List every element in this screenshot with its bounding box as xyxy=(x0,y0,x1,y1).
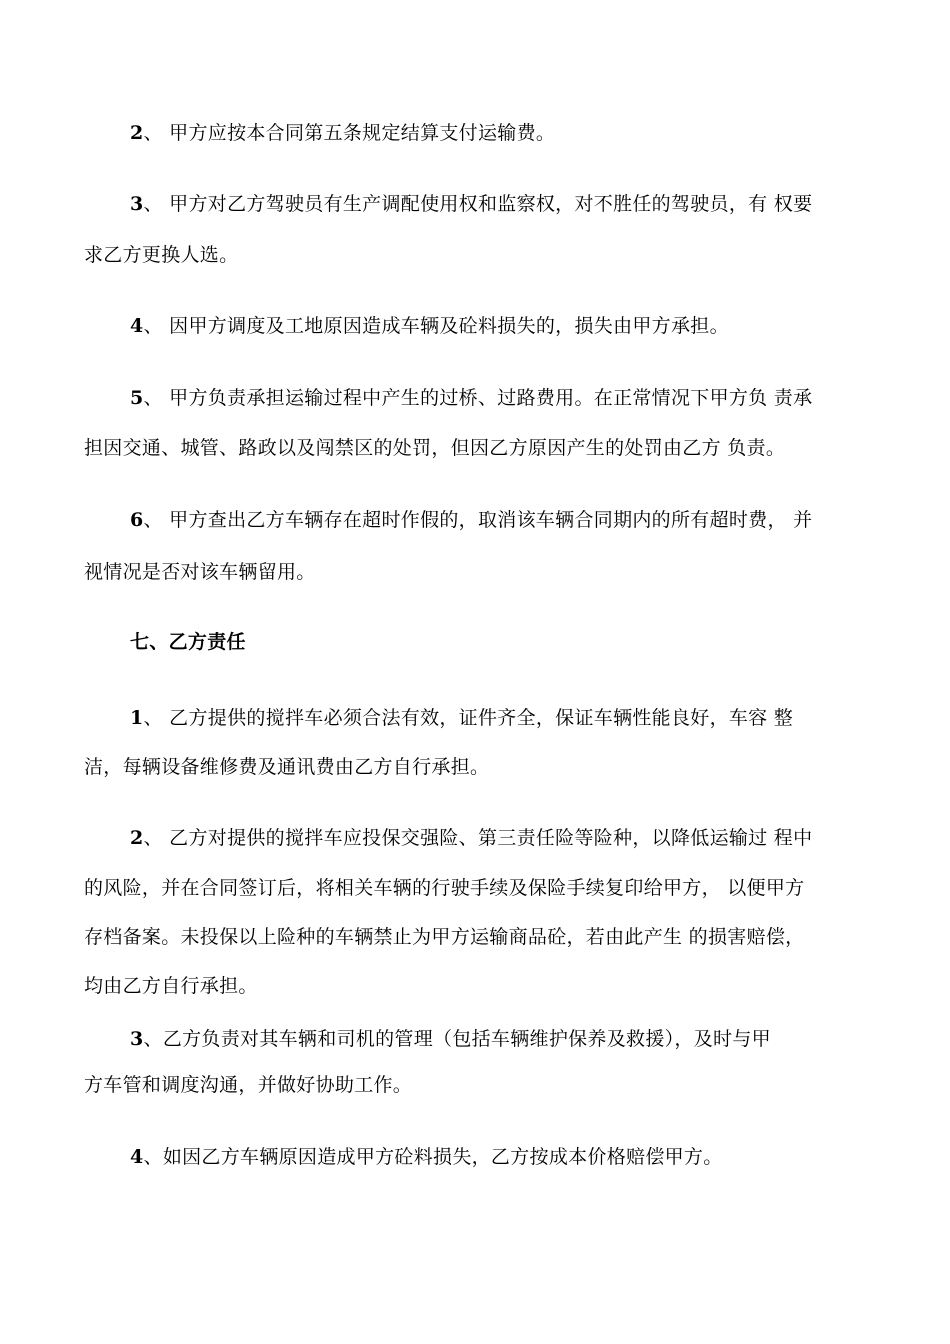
clause-number: 4 xyxy=(130,315,144,337)
clause-a3 xyxy=(130,192,812,216)
clause-text: 、 因甲方调度及工地原因造成车辆及砼料损失的，损失由甲方承担。 xyxy=(143,315,729,337)
clause-text: 、如因乙方车辆原因造成甲方砼料损失，乙方按成本价格赔偿甲方。 xyxy=(143,1146,723,1168)
clause-text: 、 乙方对提供的搅拌车应投保交强险、第三责任险等险种，以降低运输过 程中 xyxy=(143,827,813,849)
clause-a6-cont xyxy=(84,560,316,584)
clause-b4 xyxy=(130,1145,723,1169)
clause-text: 担因交通、城管、路政以及闯禁区的处罚，但因乙方原因产生的处罚由乙方 负责。 xyxy=(84,437,786,459)
clause-number: 1 xyxy=(130,707,144,729)
clause-text: 视情况是否对该车辆留用。 xyxy=(84,561,316,583)
clause-text: 求乙方更换人选。 xyxy=(84,244,239,266)
clause-a4 xyxy=(130,314,729,338)
clause-b1-cont xyxy=(84,755,489,779)
clause-a5-cont xyxy=(84,436,785,460)
clause-text: 的风险，并在合同签订后，将相关车辆的行驶手续及保险手续复印给甲方， 以便甲方 xyxy=(84,877,805,899)
clause-number: 5 xyxy=(130,387,144,409)
clause-text: 、 乙方提供的搅拌车必须合法有效，证件齐全，保证车辆性能良好，车容 整 xyxy=(143,707,794,729)
clause-number: 3 xyxy=(130,193,144,215)
clause-a2 xyxy=(130,121,555,145)
clause-b1 xyxy=(130,706,793,730)
clause-text: 、 甲方查出乙方车辆存在超时作假的，取消该车辆合同期内的所有超时费， 并 xyxy=(143,509,813,531)
clause-text: 方车管和调度沟通，并做好协助工作。 xyxy=(84,1074,413,1096)
clause-b2-cont3 xyxy=(84,974,258,998)
clause-text: 洁，每辆设备维修费及通讯费由乙方自行承担。 xyxy=(84,756,490,778)
section-title: 七、乙方责任 xyxy=(130,631,246,653)
clause-a3-cont xyxy=(84,243,238,267)
clause-text: 、 甲方应按本合同第五条规定结算支付运输费。 xyxy=(143,122,556,144)
clause-text: 存档备案。未投保以上险种的车辆禁止为甲方运输商品砼，若由此产生 的损害赔偿， xyxy=(84,926,805,948)
clause-text: 、乙方负责对其车辆和司机的管理（包括车辆维护保养及救援），及时与甲 xyxy=(143,1028,771,1050)
clause-a5 xyxy=(130,386,812,410)
clause-number: 3 xyxy=(130,1028,144,1050)
clause-b2 xyxy=(130,826,812,850)
clause-b2-cont2 xyxy=(84,925,804,949)
clause-b3 xyxy=(130,1027,771,1051)
clause-text: 、 甲方对乙方驾驶员有生产调配使用权和监察权，对不胜任的驾驶员，有 权要 xyxy=(143,193,813,215)
clause-b2-cont1 xyxy=(84,876,804,900)
clause-a6 xyxy=(130,508,812,532)
clause-number: 4 xyxy=(130,1146,144,1168)
clause-b3-cont xyxy=(84,1073,412,1097)
clause-text: 、 甲方负责承担运输过程中产生的过桥、过路费用。在正常情况下甲方负 责承 xyxy=(143,387,813,409)
clause-number: 2 xyxy=(130,827,144,849)
clause-number: 6 xyxy=(130,509,144,531)
clause-number: 2 xyxy=(130,122,144,144)
section-heading xyxy=(130,630,246,654)
clause-text: 均由乙方自行承担。 xyxy=(84,975,258,997)
